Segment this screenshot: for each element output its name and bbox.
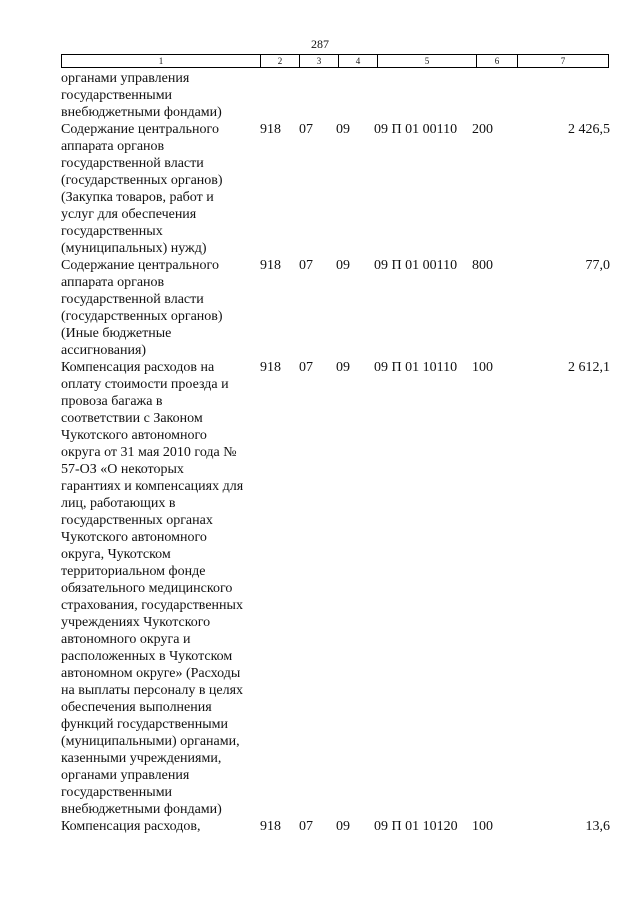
row-name: Содержание центрального аппарата органов государственной власти (государственных органов) (Закупка товаров, работ и услуг для обеспечения государственных (муниципальных) нужд) — [61, 122, 223, 256]
header-col-4: 4 — [339, 55, 378, 67]
row-code-5: 09 П 01 10110 — [374, 360, 458, 375]
row-name: органами управления государственными внебюджетными фондами) — [61, 71, 222, 120]
row-code-3: 07 — [299, 258, 313, 273]
row-name: Содержание центрального аппарата органов государственной власти (государственных органов) (Иные бюджетные ассигнования) — [61, 258, 223, 358]
row-amount: 2 426,5 — [568, 122, 610, 137]
table-row — [61, 121, 609, 257]
table-row — [61, 359, 609, 818]
row-code-4: 09 — [336, 258, 350, 273]
row-code-2: 918 — [260, 122, 281, 137]
row-code-3: 07 — [299, 819, 313, 834]
row-amount: 77,0 — [585, 258, 610, 273]
row-amount: 2 612,1 — [568, 360, 610, 375]
row-code-4: 09 — [336, 122, 350, 137]
row-code-6: 100 — [472, 819, 493, 834]
row-code-6: 200 — [472, 122, 493, 137]
table-body — [61, 70, 609, 835]
row-code-6: 100 — [472, 360, 493, 375]
row-code-2: 918 — [260, 819, 281, 834]
row-code-3: 07 — [299, 360, 313, 375]
row-code-3: 07 — [299, 122, 313, 137]
table-header — [61, 54, 609, 68]
row-code-5: 09 П 01 00110 — [374, 258, 458, 273]
table-row — [61, 257, 609, 359]
row-name: Компенсация расходов, — [61, 819, 201, 834]
row-code-4: 09 — [336, 360, 350, 375]
row-code-5: 09 П 01 00110 — [374, 122, 458, 137]
table-row — [61, 818, 609, 835]
header-col-6: 6 — [477, 55, 518, 67]
row-code-4: 09 — [336, 819, 350, 834]
page-number: 287 — [311, 37, 329, 51]
row-name: Компенсация расходов на оплату стоимости проезда и провоза багажа в соответствии с Законом Чукотского автономного округа от 31 мая 2010 года № 57-ОЗ «О некоторых гарантиях и компенсациях для лиц, работающих в государственных органах Чукотского автономного округа, Чукотском территориальном фонде обязательного медицинского страхования, государственных учреждениях Чукотского автономного округа и расположенных в Чукотском автономном округе» (Расходы на выплаты персоналу в целях обеспечения выполнения функций государственными (муниципальными) органами, казенными учреждениями, органами управления государственными внебюджетными фондами) — [61, 360, 244, 817]
header-col-7: 7 — [560, 56, 566, 66]
header-col-5: 5 — [378, 55, 477, 67]
row-code-2: 918 — [260, 360, 281, 375]
header-col-1: 1 — [62, 55, 261, 67]
header-col-3: 3 — [300, 55, 339, 67]
header-col-2: 2 — [261, 55, 300, 67]
row-amount: 13,6 — [585, 819, 610, 834]
row-code-5: 09 П 01 10120 — [374, 819, 458, 834]
table-row — [61, 70, 609, 121]
row-code-2: 918 — [260, 258, 281, 273]
row-code-6: 800 — [472, 258, 493, 273]
